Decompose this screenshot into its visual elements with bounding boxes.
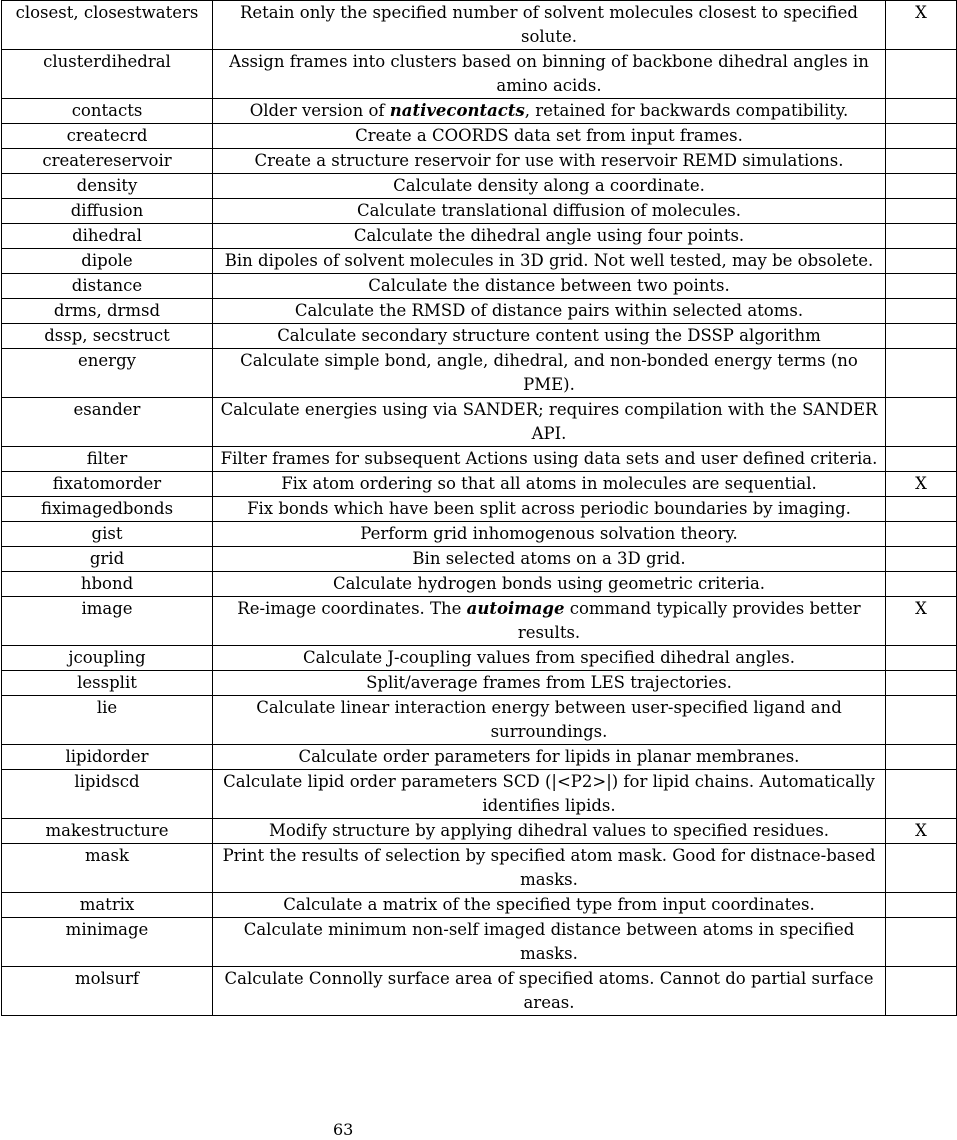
description-text: Calculate density along a coordinate. <box>393 176 705 195</box>
command-flag-cell: X <box>886 472 957 497</box>
description-text: Calculate simple bond, angle, dihedral, and non-bonded energy terms (no PME). <box>240 351 858 394</box>
description-text: Bin selected atoms on a 3D grid. <box>412 549 686 568</box>
command-description-cell <box>213 572 886 597</box>
command-flag-cell <box>886 349 957 398</box>
command-name-cell: mask <box>2 844 213 893</box>
command-reference: autoimage <box>466 599 565 618</box>
command-name-cell: matrix <box>2 893 213 918</box>
command-description-cell <box>213 893 886 918</box>
table-row <box>2 918 957 967</box>
command-name-cell: distance <box>2 274 213 299</box>
command-name-cell: image <box>2 597 213 646</box>
command-description-cell <box>213 249 886 274</box>
command-description-cell <box>213 447 886 472</box>
command-flag-cell <box>886 398 957 447</box>
page-number: 63 <box>333 1120 354 1139</box>
command-name-cell: dihedral <box>2 224 213 249</box>
table-row <box>2 124 957 149</box>
table-row <box>2 398 957 447</box>
command-name-cell: closest, closestwaters <box>2 1 213 50</box>
description-text: Assign frames into clusters based on binning of backbone dihedral angles in amino acids. <box>229 52 869 95</box>
description-text: Calculate order parameters for lipids in planar membranes. <box>298 747 800 766</box>
table-row <box>2 149 957 174</box>
command-name-cell: grid <box>2 547 213 572</box>
command-description-cell <box>213 646 886 671</box>
description-text: Calculate secondary structure content using the DSSP algorithm <box>277 326 821 345</box>
table-row <box>2 447 957 472</box>
command-name-cell: energy <box>2 349 213 398</box>
command-name-cell: lessplit <box>2 671 213 696</box>
table-row <box>2 50 957 99</box>
command-flag-cell <box>886 149 957 174</box>
command-description-cell <box>213 149 886 174</box>
description-text: Calculate lipid order parameters SCD (|<P2>|) for lipid chains. Automatically identifies lipids. <box>223 772 875 815</box>
command-description-cell <box>213 497 886 522</box>
table-row <box>2 646 957 671</box>
command-flag-cell <box>886 918 957 967</box>
command-name-cell: filter <box>2 447 213 472</box>
command-flag-cell <box>886 224 957 249</box>
command-description-cell <box>213 472 886 497</box>
description-text: Calculate Connolly surface area of specified atoms. Cannot do partial surface areas. <box>224 969 874 1012</box>
command-name-cell: gist <box>2 522 213 547</box>
table-row <box>2 299 957 324</box>
command-flag-cell <box>886 696 957 745</box>
command-flag-cell <box>886 447 957 472</box>
command-name-cell: fixatomorder <box>2 472 213 497</box>
command-description-cell <box>213 967 886 1016</box>
command-name-cell: molsurf <box>2 967 213 1016</box>
description-text: Retain only the specified number of solvent molecules closest to specified solute. <box>239 3 858 46</box>
description-text: Calculate translational diffusion of molecules. <box>356 201 742 220</box>
command-flag-cell <box>886 50 957 99</box>
table-row <box>2 472 957 497</box>
command-flag-cell <box>886 274 957 299</box>
command-description-cell <box>213 547 886 572</box>
command-flag-cell <box>886 199 957 224</box>
command-flag-cell <box>886 124 957 149</box>
description-text: Filter frames for subsequent Actions using data sets and user defined criteria. <box>220 449 878 468</box>
command-name-cell: createreservoir <box>2 149 213 174</box>
command-description-cell <box>213 50 886 99</box>
command-description-cell <box>213 174 886 199</box>
action-command-table <box>1 0 957 1016</box>
description-text: command typically provides better results. <box>517 599 861 642</box>
description-text: Print the results of selection by specified atom mask. Good for distnace-based masks. <box>222 846 876 889</box>
command-description-cell <box>213 671 886 696</box>
command-description-cell <box>213 124 886 149</box>
table-row <box>2 99 957 124</box>
description-text: Create a COORDS data set from input frames. <box>355 126 743 145</box>
command-flag-cell <box>886 967 957 1016</box>
table-row <box>2 224 957 249</box>
command-description-cell <box>213 770 886 819</box>
description-text: Calculate minimum non-self imaged distance between atoms in specified masks. <box>243 920 855 963</box>
command-flag-cell <box>886 249 957 274</box>
description-text: Calculate the RMSD of distance pairs within selected atoms. <box>294 301 804 320</box>
table-row <box>2 174 957 199</box>
command-name-cell: dssp, secstruct <box>2 324 213 349</box>
description-text: Calculate a matrix of the specified type from input coordinates. <box>283 895 815 914</box>
command-name-cell: hbond <box>2 572 213 597</box>
command-flag-cell <box>886 893 957 918</box>
command-flag-cell: X <box>886 1 957 50</box>
command-description-cell <box>213 224 886 249</box>
command-name-cell: lipidscd <box>2 770 213 819</box>
command-name-cell: esander <box>2 398 213 447</box>
table-row <box>2 696 957 745</box>
description-text: Calculate linear interaction energy between user-specified ligand and surroundings. <box>256 698 842 741</box>
table-row <box>2 547 957 572</box>
table-row <box>2 324 957 349</box>
table-row <box>2 522 957 547</box>
description-text: Bin dipoles of solvent molecules in 3D grid. Not well tested, may be obsolete. <box>224 251 874 270</box>
command-flag-cell <box>886 324 957 349</box>
description-text: Re-image coordinates. The <box>237 599 467 618</box>
command-description-cell <box>213 199 886 224</box>
command-name-cell: density <box>2 174 213 199</box>
table-row <box>2 572 957 597</box>
table-row <box>2 770 957 819</box>
command-flag-cell <box>886 522 957 547</box>
table-row <box>2 349 957 398</box>
command-name-cell: contacts <box>2 99 213 124</box>
command-reference: nativecontacts <box>389 101 525 120</box>
table-row <box>2 497 957 522</box>
description-text: Calculate J-coupling values from specified dihedral angles. <box>303 648 795 667</box>
table-row <box>2 967 957 1016</box>
command-description-cell <box>213 597 886 646</box>
description-text: Fix bonds which have been split across periodic boundaries by imaging. <box>247 499 851 518</box>
command-name-cell: fiximagedbonds <box>2 497 213 522</box>
description-text: Calculate the distance between two points. <box>368 276 730 295</box>
command-flag-cell <box>886 770 957 819</box>
description-text: Create a structure reservoir for use with reservoir REMD simulations. <box>254 151 844 170</box>
command-name-cell: diffusion <box>2 199 213 224</box>
command-name-cell: dipole <box>2 249 213 274</box>
command-flag-cell: X <box>886 597 957 646</box>
description-text: , retained for backwards compatibility. <box>524 101 849 120</box>
command-description-cell <box>213 745 886 770</box>
table-row <box>2 274 957 299</box>
table-row <box>2 844 957 893</box>
command-description-cell <box>213 299 886 324</box>
command-description-cell <box>213 1 886 50</box>
description-text: Perform grid inhomogenous solvation theory. <box>360 524 738 543</box>
command-name-cell: lie <box>2 696 213 745</box>
table-row <box>2 819 957 844</box>
table-row <box>2 199 957 224</box>
command-flag-cell <box>886 844 957 893</box>
description-text: Calculate hydrogen bonds using geometric criteria. <box>332 574 766 593</box>
command-flag-cell <box>886 572 957 597</box>
command-description-cell <box>213 522 886 547</box>
description-text: Modify structure by applying dihedral values to specified residues. <box>268 821 830 840</box>
command-flag-cell <box>886 646 957 671</box>
command-description-cell <box>213 918 886 967</box>
command-name-cell: createcrd <box>2 124 213 149</box>
table-row <box>2 745 957 770</box>
table-row <box>2 893 957 918</box>
command-description-cell <box>213 844 886 893</box>
command-description-cell <box>213 349 886 398</box>
command-flag-cell <box>886 547 957 572</box>
command-description-cell <box>213 324 886 349</box>
table-row <box>2 249 957 274</box>
command-flag-cell <box>886 671 957 696</box>
command-description-cell <box>213 819 886 844</box>
action-command-table-body <box>2 1 957 1016</box>
command-description-cell <box>213 99 886 124</box>
description-text: Split/average frames from LES trajectories. <box>366 673 732 692</box>
command-description-cell <box>213 274 886 299</box>
command-name-cell: minimage <box>2 918 213 967</box>
command-flag-cell <box>886 497 957 522</box>
description-text: Calculate the dihedral angle using four points. <box>353 226 745 245</box>
command-name-cell: clusterdihedral <box>2 50 213 99</box>
command-description-cell <box>213 398 886 447</box>
command-name-cell: jcoupling <box>2 646 213 671</box>
description-text: Fix atom ordering so that all atoms in molecules are sequential. <box>281 474 817 493</box>
command-flag-cell <box>886 299 957 324</box>
table-row <box>2 597 957 646</box>
description-text: Calculate energies using via SANDER; requires compilation with the SANDER API. <box>220 400 878 443</box>
table-row <box>2 1 957 50</box>
command-name-cell: makestructure <box>2 819 213 844</box>
command-flag-cell <box>886 745 957 770</box>
command-flag-cell: X <box>886 819 957 844</box>
command-flag-cell <box>886 99 957 124</box>
command-flag-cell <box>886 174 957 199</box>
command-name-cell: lipidorder <box>2 745 213 770</box>
table-row <box>2 671 957 696</box>
description-text: Older version of <box>249 101 390 120</box>
command-name-cell: drms, drmsd <box>2 299 213 324</box>
command-description-cell <box>213 696 886 745</box>
